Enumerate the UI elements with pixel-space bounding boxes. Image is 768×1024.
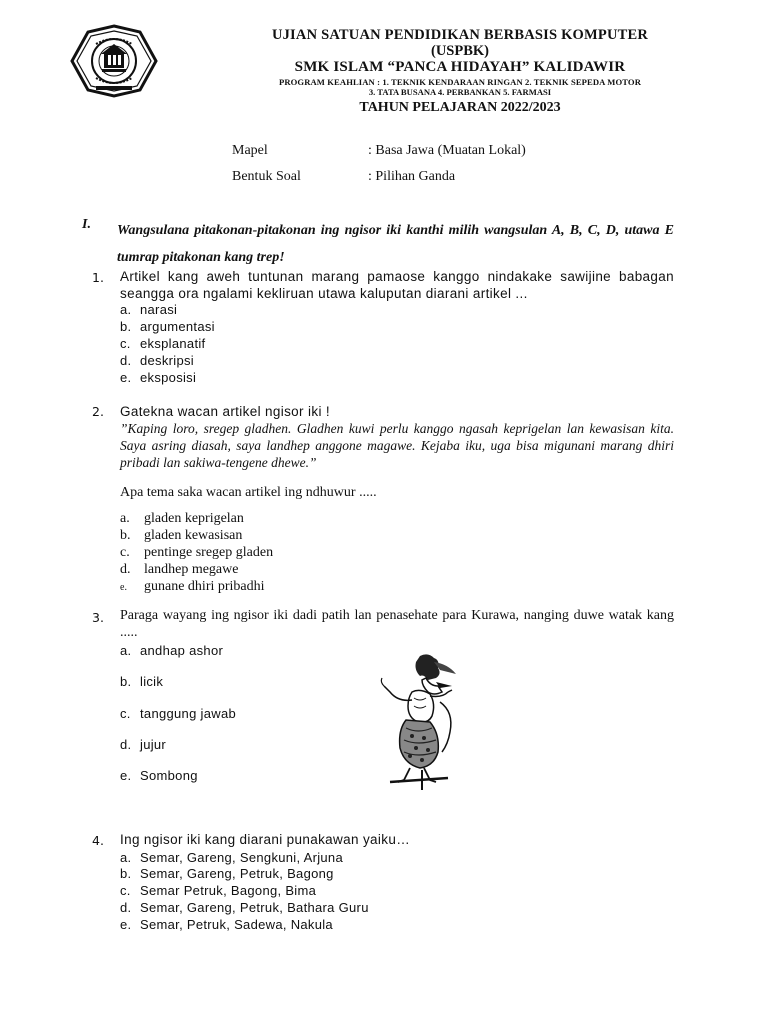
option-text: argumentasi [140,319,215,334]
answer-option[interactable] [120,562,238,578]
header-school-name: SMK ISLAM “PANCA HIDAYAH” KALIDAWIR [294,59,626,75]
option-text: andhap ashor [140,643,224,658]
answer-option[interactable] [120,768,198,783]
option-letter: a. [120,302,132,317]
school-logo [70,24,158,98]
answer-option[interactable] [120,850,343,865]
option-text: Sombong [140,768,198,783]
option-letter: e. [120,917,132,932]
option-letter: c. [120,545,130,560]
section-instruction: Wangsulana pitakonan-pitakonan ing ngisor iki kanthi milih wangsulan A, B, C, D, utawa E tumrap pitakonan kang trep! [117,223,674,265]
answer-option[interactable] [120,511,244,527]
answer-option[interactable] [120,370,196,385]
option-text: deskripsi [140,353,194,368]
question-text: Artikel kang aweh tuntunan marang pamaose kanggo nindakake sawijine babagan seangga ora ngalami kekliruan utawa kaluputan diarani artikel ... [120,269,674,301]
header-academic-year: TAHUN PELAJARAN 2022/2023 [359,100,561,115]
option-letter: c. [120,883,131,898]
option-letter: c. [120,336,131,351]
option-text: gladen kewasisan [144,528,243,543]
option-text: Semar, Gareng, Petruk, Bagong [140,866,334,881]
option-letter: d. [120,562,131,577]
option-letter: d. [120,900,132,915]
option-text: Semar, Gareng, Sengkuni, Arjuna [140,850,343,865]
option-text: gunane dhiri pribadhi [144,579,265,594]
option-text: Semar Petruk, Bagong, Bima [140,883,317,898]
option-text: eksplanatif [140,336,206,351]
option-text: pentinge sregep gladen [144,545,274,560]
option-text: jujur [140,737,167,752]
option-text: eksposisi [140,370,197,385]
bentuk-soal-value: : Pilihan Ganda [368,169,456,184]
option-text: licik [140,674,164,689]
option-letter: b. [120,866,132,881]
answer-option[interactable] [120,319,215,334]
option-letter: d. [120,737,132,752]
option-letter: e. [120,582,127,593]
question-number: 3. [92,610,104,625]
option-letter: b. [120,528,131,543]
option-letter: a. [120,511,130,526]
header-exam-abbrev: (USPBK) [431,43,489,59]
question-text: Paraga wayang ing ngisor iki dadi patih lan penasehate para Kurawa, nanging duwe watak kang ..... [120,608,674,640]
answer-option[interactable] [120,706,236,721]
bentuk-soal-label: Bentuk Soal [232,169,301,184]
mapel-value: : Basa Jawa (Muatan Lokal) [368,143,526,158]
option-text: gladen keprigelan [144,511,244,526]
answer-option[interactable] [120,302,177,317]
answer-option[interactable] [120,545,273,561]
answer-option[interactable] [120,737,166,752]
answer-option[interactable] [120,528,242,544]
question-text: Ing ngisor iki kang diarani punakawan yaiku… [120,832,411,847]
option-text: narasi [140,302,178,317]
header-exam-title: UJIAN SATUAN PENDIDIKAN BERBASIS KOMPUTER [271,27,649,43]
option-text: Semar, Petruk, Sadewa, Nakula [140,917,333,932]
answer-option[interactable] [120,674,163,689]
wayang-figure-image [368,652,464,792]
answer-option[interactable] [120,579,265,595]
question-text: Gatekna wacan artikel ngisor iki ! [120,404,330,419]
option-text: tanggung jawab [140,706,236,721]
question-number: 2. [92,404,104,419]
reading-passage: ”Kaping loro, sregep gladhen. Gladhen kuwi perlu kanggo ngasah keprigelan lan kewasisan kita. Saya asring diasah, saya landhep anggone magawe. Kejaba iku, uga bisa migunani marang dhiri pribadi lan sakiwa-tengene dhewe.” [120,421,674,470]
answer-option[interactable] [120,353,194,368]
question-number: 4. [92,833,104,848]
option-letter: d. [120,353,132,368]
answer-option[interactable] [120,866,334,881]
option-letter: c. [120,706,131,721]
answer-option[interactable] [120,643,223,658]
option-letter: a. [120,643,132,658]
answer-option[interactable] [120,917,333,932]
section-number: I. [82,217,91,232]
question-number: 1. [92,270,104,285]
option-text: landhep megawe [144,562,239,577]
option-letter: b. [120,319,132,334]
option-text: Semar, Gareng, Petruk, Bathara Guru [140,900,369,915]
question-prompt: Apa tema saka wacan artikel ing ndhuwur ..... [120,485,377,500]
answer-option[interactable] [120,900,369,915]
answer-option[interactable] [120,883,316,898]
header-program-line1: PROGRAM KEAHLIAN : 1. TEKNIK KENDARAAN RINGAN 2. TEKNIK SEPEDA MOTOR [278,77,642,87]
option-letter: b. [120,674,132,689]
option-letter: e. [120,370,132,385]
option-letter: e. [120,768,132,783]
answer-option[interactable] [120,336,205,351]
option-letter: a. [120,850,132,865]
header-program-line2: 3. TATA BUSANA 4. PERBANKAN 5. FARMASI [368,87,552,97]
mapel-label: Mapel [232,143,268,158]
